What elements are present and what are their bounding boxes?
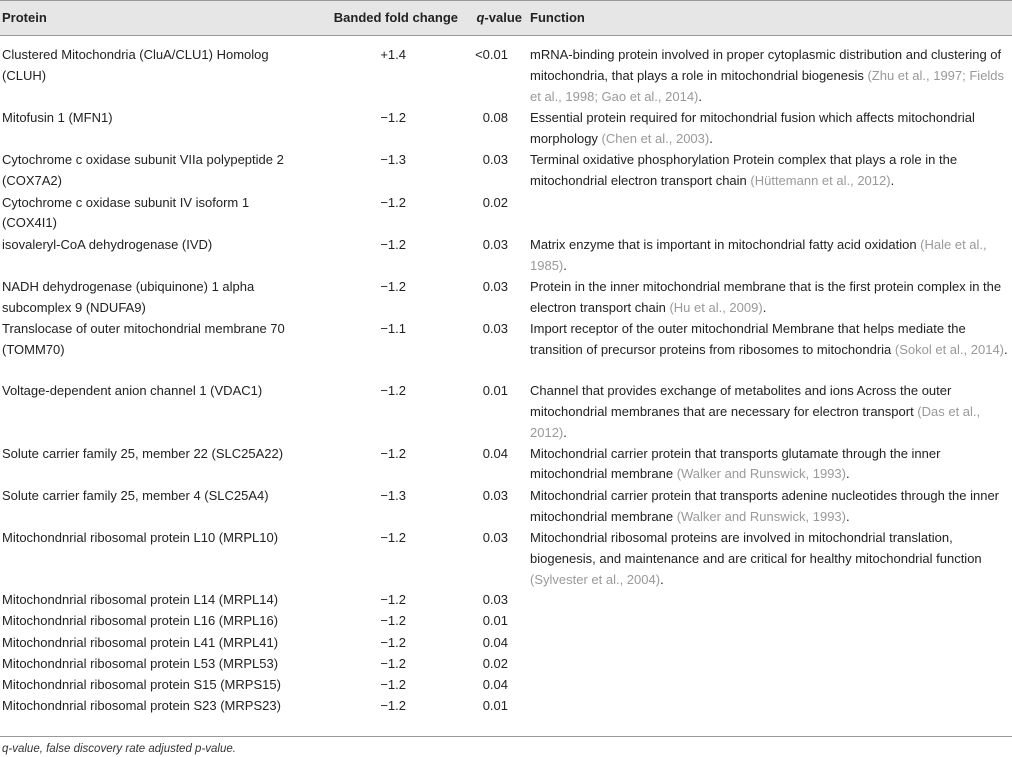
function-segment: Matrix enzyme that is important in mitochondrial fatty acid oxidation	[530, 236, 921, 252]
table-row	[0, 687, 1012, 714]
function-segment: Mitochondrial ribosomal proteins are involved in mitochondrial translation, biogenesis, and maintenance and are critical for healthy mitochondrial function	[530, 530, 982, 566]
protein-name: Cytochrome c oxidase subunit IV isoform 1 (COX4I1)	[2, 194, 250, 231]
q-value: 0.03	[482, 530, 508, 545]
citation[interactable]: (Chen et al., 2003)	[601, 130, 710, 146]
citation[interactable]: (Hu et al., 2009)	[669, 299, 763, 315]
table-row	[0, 99, 1012, 146]
function-segment: .	[1004, 341, 1008, 357]
table-row	[0, 666, 1012, 692]
table-header	[0, 0, 1012, 36]
function-segment: mRNA-binding protein involved in proper cytoplasmic distribution and clustering of mitochondria, that plays a role in mitochondrial biogenesis	[530, 47, 1002, 83]
citation[interactable]: (Walker and Runswick, 1993)	[676, 508, 846, 524]
function-segment: Channel that provides exchange of metabolites and ions Across the outer mitochondrial membranes that are necessary for electron transport	[530, 383, 952, 420]
q-value: <0.01	[475, 47, 508, 62]
protein-name: Mitochondnrial ribosomal protein L41 (MRPL41)	[2, 634, 279, 650]
function-segment: .	[762, 299, 767, 315]
header-function: Function	[530, 10, 585, 25]
table-row	[0, 645, 1012, 671]
protein-name: Mitofusin 1 (MFN1)	[2, 110, 113, 126]
header-q-value	[460, 10, 522, 26]
table-row	[0, 310, 1012, 372]
q-value: 0.03	[482, 321, 508, 337]
citation[interactable]: (Walker and Runswick, 1993)	[676, 466, 846, 482]
q-value: 0.03	[482, 487, 508, 503]
function-segment: .	[846, 508, 850, 524]
fold-change-value: −1.2	[380, 279, 406, 294]
protein-name: Voltage-dependent anion channel 1 (VDAC1)	[2, 383, 263, 399]
fold-change-value: −1.1	[380, 321, 406, 337]
fold-change-value: −1.2	[380, 110, 406, 126]
table-footnote: q-value, false discovery rate adjusted p-value.	[2, 743, 236, 755]
protein-name: Cytochrome c oxidase subunit VIIa polypeptide 2 (COX7A2)	[2, 152, 284, 189]
q-value: 0.01	[482, 613, 508, 629]
table-row	[0, 268, 1012, 315]
header-fold-change: Banded fold change	[333, 10, 458, 25]
protein-name: Mitochondnrial ribosomal protein S23 (MRPS23)	[2, 698, 281, 714]
q-value: 0.01	[482, 698, 508, 714]
protein-name: Solute carrier family 25, member 22 (SLC25A22)	[2, 445, 284, 461]
header-q-letter: q	[476, 10, 485, 25]
function-segment: Terminal oxidative phosphorylation Protein complex that plays a role in the mitochondrial electron transport chain	[530, 152, 958, 189]
function-text	[530, 45, 1010, 107]
citation[interactable]: (Zhu et al., 1997; Fields et al., 1998; Gao et al., 2014)	[530, 67, 1005, 104]
table-row	[0, 36, 1012, 104]
fold-change-value: −1.2	[380, 677, 406, 692]
q-value: 0.04	[482, 677, 508, 692]
q-value: 0.04	[482, 445, 508, 461]
protein-name: Mitochondnrial ribosomal protein L16 (MRPL16)	[2, 613, 279, 629]
function-text	[530, 319, 1010, 361]
header-q-suffix: -value	[484, 10, 522, 25]
table-bottom-rule	[0, 736, 1012, 737]
q-value: 0.02	[482, 194, 508, 210]
protein-name: Mitochondnrial ribosomal protein L53 (MRPL53)	[2, 655, 279, 671]
protein-name: Translocase of outer mitochondrial membrane 70 (TOMM70)	[2, 321, 285, 357]
table-row	[0, 519, 1012, 587]
fold-change-value: −1.2	[380, 194, 406, 210]
q-value: 0.03	[482, 152, 508, 168]
table-row	[0, 581, 1012, 608]
q-value: 0.03	[482, 279, 508, 294]
table-row	[0, 602, 1012, 629]
protein-name: isovaleryl-CoA dehydrogenase (IVD)	[2, 236, 213, 252]
function-segment: Mitochondrial carrier protein that transports glutamate through the inner mitochondrial membrane	[530, 445, 941, 482]
protein-name: Mitochondnrial ribosomal protein L14 (MRPL14)	[2, 592, 279, 608]
protein-name: NADH dehydrogenase (ubiquinone) 1 alpha subcomplex 9 (NDUFA9)	[2, 279, 255, 315]
function-segment: .	[846, 466, 850, 482]
protein-name: Mitochondnrial ribosomal protein L10 (MRPL10)	[2, 530, 279, 545]
table-row	[0, 624, 1012, 650]
function-segment: .	[660, 571, 664, 587]
citation[interactable]: (Hale et al., 1985)	[530, 236, 987, 273]
table-row	[0, 435, 1012, 482]
header-protein: Protein	[2, 10, 47, 25]
citation[interactable]: (Sylvester et al., 2004)	[530, 571, 661, 587]
fold-change-value: −1.3	[380, 487, 406, 503]
function-segment: Protein in the inner mitochondrial membrane that is the first protein complex in the electron transport chain	[530, 279, 1002, 315]
function-segment: .	[698, 88, 703, 104]
function-segment: .	[890, 173, 895, 189]
q-value: 0.03	[482, 236, 508, 252]
q-value: 0.01	[482, 383, 508, 399]
q-value: 0.08	[482, 110, 508, 126]
protein-name: Solute carrier family 25, member 4 (SLC25A4)	[2, 487, 269, 503]
q-value: 0.03	[482, 592, 508, 608]
protein-name: Mitochondnrial ribosomal protein S15 (MRPS15)	[2, 677, 281, 692]
fold-change-value: −1.2	[380, 655, 406, 671]
fold-change-value: −1.2	[380, 634, 406, 650]
function-segment: .	[709, 130, 713, 146]
table-row	[0, 477, 1012, 524]
fold-change-value: −1.2	[380, 698, 406, 714]
fold-change-value: −1.2	[380, 613, 406, 629]
fold-change-value: −1.2	[380, 445, 406, 461]
function-segment: Mitochondrial carrier protein that transports adenine nucleotides through the inner mitochondrial membrane	[530, 487, 999, 524]
q-value: 0.04	[482, 634, 508, 650]
citation[interactable]: (Das et al., 2012)	[530, 404, 981, 440]
function-segment: Essential protein required for mitochondrial fusion which affects mitochondrial morphology	[530, 110, 975, 146]
fold-change-value: −1.2	[380, 530, 406, 545]
table-row	[0, 226, 1012, 273]
table-row	[0, 372, 1012, 440]
fold-change-value: −1.2	[380, 383, 406, 399]
fold-change-value: −1.3	[380, 152, 406, 168]
protein-name: Clustered Mitochondria (CluA/CLU1) Homolog (CLUH)	[2, 47, 269, 83]
q-value: 0.02	[482, 655, 508, 671]
fold-change-value: −1.2	[380, 236, 406, 252]
function-segment: .	[563, 424, 567, 440]
table-row	[0, 184, 1012, 231]
function-segment: Import receptor of the outer mitochondrial Membrane that helps mediate the transition of precursor proteins from ribosomes to mitochondria	[530, 321, 966, 357]
function-segment: .	[563, 257, 567, 273]
citation[interactable]: (Sokol et al., 2014)	[894, 341, 1005, 357]
table-row	[0, 141, 1012, 189]
citation[interactable]: (Hüttemann et al., 2012)	[750, 173, 891, 189]
fold-change-value: +1.4	[380, 47, 406, 62]
fold-change-value: −1.2	[380, 592, 406, 608]
